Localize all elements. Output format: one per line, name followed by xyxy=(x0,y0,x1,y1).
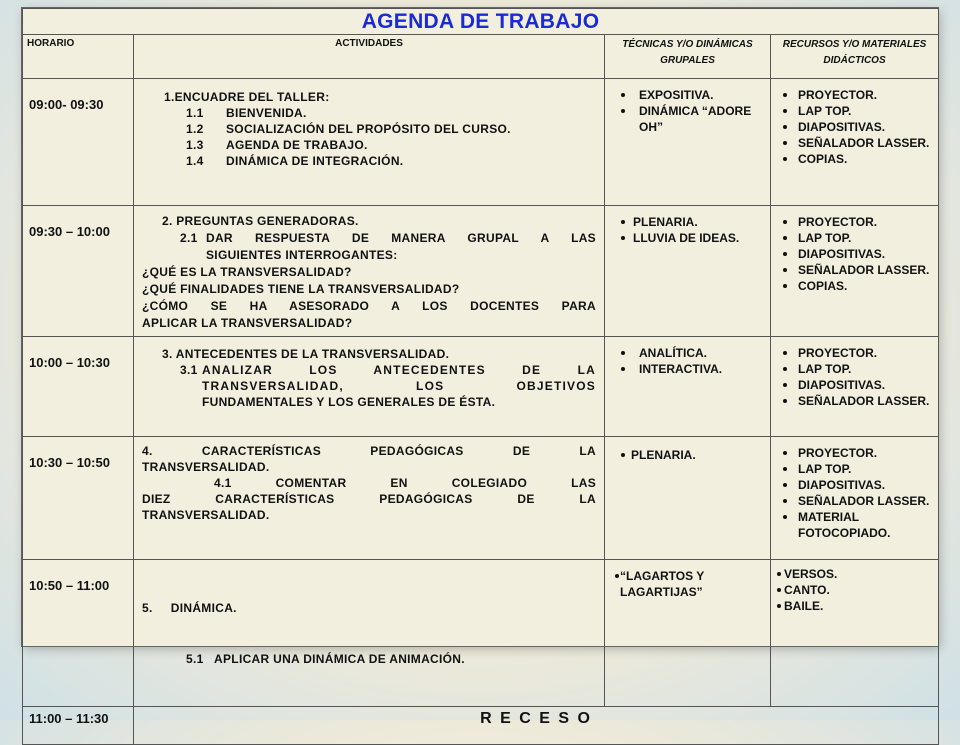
activity-cell xyxy=(134,206,605,337)
activity-sub xyxy=(142,121,596,137)
list-item: INTERACTIVA. xyxy=(617,361,758,377)
list-item: DIAPOSITIVAS. xyxy=(779,377,932,393)
header-recursos-line1: RECURSOS Y/O MATERIALES xyxy=(782,39,927,50)
table-row xyxy=(23,206,939,337)
list-item: COPIAS. xyxy=(779,151,932,167)
activity-cell xyxy=(134,560,605,707)
list-item: PLENARIA. xyxy=(617,214,758,230)
title-cell xyxy=(23,9,939,35)
techniques-list xyxy=(617,87,758,135)
question: ¿QUÉ FINALIDADES TIENE LA TRANSVERSALIDAD? xyxy=(142,282,460,296)
sub-text-line2: SIGUIENTES INTERROGANTES: xyxy=(206,248,398,262)
time-cell: 11:00 – 11:30 xyxy=(23,707,134,745)
list-item: LAP TOP. xyxy=(779,361,932,377)
time-cell: 09:00- 09:30 xyxy=(23,79,134,206)
sub-number: 1.1 xyxy=(186,106,204,120)
resources-list xyxy=(777,566,932,614)
table-row xyxy=(23,707,939,745)
list-item: LLUVIA DE IDEAS. xyxy=(617,230,758,246)
techniques-cell xyxy=(605,560,771,707)
activity-cell xyxy=(134,437,605,560)
list-item: ANALÍTICA. xyxy=(617,345,758,361)
list-item: SEÑALADOR LASSER. xyxy=(779,393,932,409)
header-recursos xyxy=(771,35,939,79)
receso-cell: R E C E S O xyxy=(134,707,939,745)
list-item: DIAPOSITIVAS. xyxy=(779,119,932,135)
resources-cell xyxy=(771,79,939,206)
sub-text-line3: FUNDAMENTALES Y LOS GENERALES DE ÉSTA. xyxy=(202,395,496,409)
activity-cell xyxy=(134,79,605,206)
list-item: PROYECTOR. xyxy=(779,87,932,103)
activity-cell xyxy=(134,337,605,437)
sub-text-line2: TRANSVERSALIDAD, LOS OBJETIVOS xyxy=(202,379,596,393)
activity-sub xyxy=(142,105,596,121)
list-item: SEÑALADOR LASSER. xyxy=(779,493,932,509)
resources-cell xyxy=(771,560,939,707)
techniques-cell xyxy=(605,206,771,337)
agenda-table xyxy=(22,8,939,745)
list-item: EXPOSITIVA. xyxy=(617,87,758,103)
list-item: DINÁMICA “ADORE OH” xyxy=(617,103,758,135)
list-item: SEÑALADOR LASSER. xyxy=(779,262,932,278)
sub-text-line1: ANALIZAR LOS ANTECEDENTES DE LA xyxy=(202,363,596,377)
page-title: AGENDA DE TRABAJO xyxy=(361,9,600,33)
activity-line: TRANSVERSALIDAD. xyxy=(142,508,270,522)
sub-number: 1.4 xyxy=(186,154,204,168)
time-cell: 10:30 – 10:50 xyxy=(23,437,134,560)
table-row xyxy=(23,437,939,560)
header-actividades: ACTIVIDADES xyxy=(134,35,605,79)
list-item: VERSOS. xyxy=(777,566,932,582)
resources-cell xyxy=(771,437,939,560)
time-cell: 10:00 – 10:30 xyxy=(23,337,134,437)
header-tecnicas-line2: GRUPALES xyxy=(660,55,715,66)
techniques-list xyxy=(617,214,758,246)
time-cell: 10:50 – 11:00 xyxy=(23,560,134,707)
list-item: PLENARIA. xyxy=(617,447,758,463)
resources-cell xyxy=(771,337,939,437)
techniques-cell xyxy=(605,437,771,560)
sub-text: SOCIALIZACIÓN DEL PROPÓSITO DEL CURSO. xyxy=(226,122,511,136)
activity-main: 5. DINÁMICA. xyxy=(142,601,237,615)
list-item: PROYECTOR. xyxy=(779,445,932,461)
techniques-list xyxy=(617,345,758,377)
resources-list xyxy=(779,87,932,167)
sub-text: BIENVENIDA. xyxy=(226,106,307,120)
resources-list xyxy=(779,345,932,409)
sub-number: 3.1 xyxy=(180,363,198,377)
question: APLICAR LA TRANSVERSALIDAD? xyxy=(142,316,353,330)
header-recursos-line2: DIDÁCTICOS xyxy=(823,55,886,66)
activity-sub xyxy=(142,230,596,247)
table-row xyxy=(23,560,939,707)
techniques-list xyxy=(611,568,758,600)
list-item: DIAPOSITIVAS. xyxy=(779,477,932,493)
techniques-cell xyxy=(605,79,771,206)
list-item: PROYECTOR. xyxy=(779,214,932,230)
header-row xyxy=(23,35,939,79)
list-item: SEÑALADOR LASSER. xyxy=(779,135,932,151)
header-horario: HORARIO xyxy=(23,35,134,79)
activity-line: 4. CARACTERÍSTICAS PEDAGÓGICAS DE LA xyxy=(142,444,596,458)
sub-number: 2.1 xyxy=(180,231,198,245)
activity-sub xyxy=(142,137,596,153)
techniques-list xyxy=(617,447,758,463)
question: ¿QUÉ ES LA TRANSVERSALIDAD? xyxy=(142,265,352,279)
header-tecnicas-line1: TÉCNICAS Y/O DINÁMICAS xyxy=(622,39,753,50)
sub-number: 1.2 xyxy=(186,122,204,136)
activity-line: DIEZ CARACTERÍSTICAS PEDAGÓGICAS DE LA xyxy=(142,492,596,506)
list-item: “LAGARTOS Y LAGARTIJAS” xyxy=(611,568,758,600)
activity-sub xyxy=(142,153,596,169)
list-item: LAP TOP. xyxy=(779,461,932,477)
list-item: COPIAS. xyxy=(779,278,932,294)
sub-text: DINÁMICA DE INTEGRACIÓN. xyxy=(226,154,404,168)
activity-main: 2. PREGUNTAS GENERADORAS. xyxy=(162,214,359,228)
activity-line: TRANSVERSALIDAD. xyxy=(142,460,270,474)
title-row xyxy=(23,9,939,35)
resources-list xyxy=(779,214,932,294)
list-item: LAP TOP. xyxy=(779,230,932,246)
list-item: DIAPOSITIVAS. xyxy=(779,246,932,262)
agenda-frame xyxy=(22,8,938,727)
table-row xyxy=(23,79,939,206)
list-item: CANTO. xyxy=(777,582,932,598)
sub-text-line1: DAR RESPUESTA DE MANERA GRUPAL A LAS xyxy=(206,231,596,245)
time-cell: 09:30 – 10:00 xyxy=(23,206,134,337)
list-item: PROYECTOR. xyxy=(779,345,932,361)
list-item: LAP TOP. xyxy=(779,103,932,119)
sub-text: AGENDA DE TRABAJO. xyxy=(226,138,368,152)
sub-number: 1.3 xyxy=(186,138,204,152)
question: ¿CÓMO SE HA ASESORADO A LOS DOCENTES PARA xyxy=(142,299,596,313)
activity-sub: 5.1 APLICAR UNA DINÁMICA DE ANIMACIÓN. xyxy=(186,652,465,666)
list-item: BAILE. xyxy=(777,598,932,614)
header-tecnicas xyxy=(605,35,771,79)
techniques-cell xyxy=(605,337,771,437)
table-row xyxy=(23,337,939,437)
activity-line: 4.1 COMENTAR EN COLEGIADO LAS xyxy=(214,476,596,490)
list-item: MATERIAL FOTOCOPIADO. xyxy=(779,509,932,541)
activity-sub xyxy=(142,362,596,378)
activity-main: 3. ANTECEDENTES DE LA TRANSVERSALIDAD. xyxy=(162,347,450,361)
resources-cell xyxy=(771,206,939,337)
resources-list xyxy=(779,445,932,541)
activity-main: 1.ENCUADRE DEL TALLER: xyxy=(164,90,330,104)
